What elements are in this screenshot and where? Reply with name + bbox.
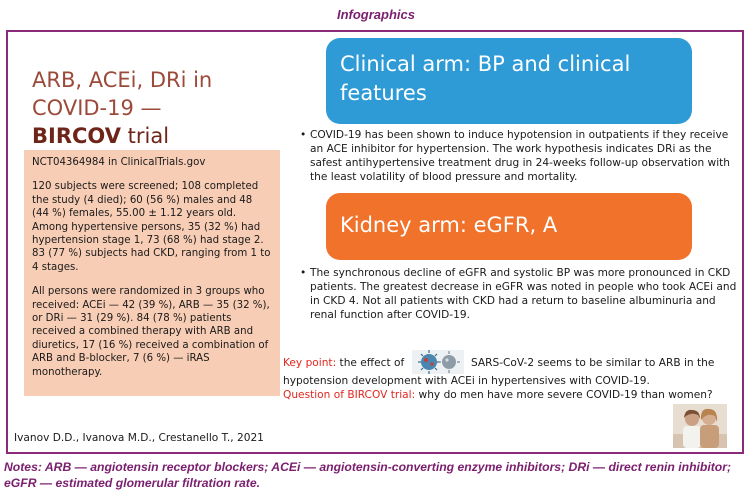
trial-groups-text: All persons were randomized in 3 groups who received: ACEi — 42 (39 %), ARB — 35 (32 %), or DRi — 31 (29 %). 84 (78 %) patients received a combined therapy with ARB and diuretics, 17 (16 %) received a combination of ARB and B-blocker, 7 (6 %) — iRAS monotherapy. <box>32 286 270 378</box>
poster-title <box>32 66 272 150</box>
key-point-text-end: SARS-CoV-2 seems to be similar to ARB in the hypotension development with ACEi in hypertensives with COVID-19. <box>283 357 715 387</box>
question-label: Question of BIRCOV trial: <box>283 389 416 401</box>
question-text: why do men have more severe COVID-19 than women? <box>415 389 713 401</box>
title-line-3 <box>32 122 272 150</box>
kidney-arm-bullet <box>300 266 740 322</box>
trial-id: NCT04364984 in ClinicalTrials.gov <box>32 157 206 168</box>
title-bircov: BIRCOV <box>32 124 121 148</box>
title-line-1: ARB, ACEi, DRi in <box>32 68 213 92</box>
authors-credit: Ivanov D.D., Ivanova M.D., Crestanello T., 2021 <box>14 432 264 444</box>
trial-subjects-text: 120 subjects were screened; 108 completed the study (4 died); 60 (56 %) males and 48 (44 %) females, 55.00 ± 1.12 years old. Among hypertensive persons, 35 (32 %) had hypertension stage 1, 73 (68 %) had stage 2. 83 (77 %) subjects had CKD, ranging from 1 to 4 stages. <box>32 181 271 273</box>
kidney-arm-heading: Kidney arm: eGFR, A <box>326 193 692 260</box>
trial-info-box <box>24 150 280 396</box>
footnotes: Notes: ARB — angiotensin receptor blockers; ACEi — angiotensin-converting enzyme inhibitors; DRi — direct renin inhibitor; eGFR — estimated glomerular filtration rate. <box>4 460 732 490</box>
key-point-block <box>283 350 741 402</box>
couple-photo <box>673 404 727 448</box>
title-line-2: COVID-19 — <box>32 96 162 120</box>
bullet-dot: • <box>300 129 307 141</box>
infographics-header: Infographics <box>336 7 415 22</box>
key-point-text-start: the effect of <box>336 357 405 369</box>
key-point-label: Key point: <box>283 357 337 369</box>
bullet-dot: • <box>300 267 307 279</box>
clinical-arm-text: COVID-19 has been shown to induce hypotension in outpatients if they receive an ACE inhibitor for hypertension. The work hypothesis indicates DRi as the safest antihypertensive treatment drug in 24-weeks follow-up observation with the least volatility of blood pressure and mortality. <box>310 129 730 183</box>
title-trial: trial <box>120 124 170 148</box>
clinical-arm-bullet <box>300 128 740 184</box>
kidney-arm-text: The synchronous decline of eGFR and systolic BP was more pronounced in CKD patients. The greatest decrease in eGFR was noted in people who took ACEi and in CKD 4. Not all patients with CKD had a return to baseline albuminuria and renal function after COVID-19. <box>310 267 737 321</box>
sars-cov-2-virus-icon <box>412 350 464 374</box>
clinical-arm-heading: Clinical arm: BP and clinical features <box>326 38 692 124</box>
